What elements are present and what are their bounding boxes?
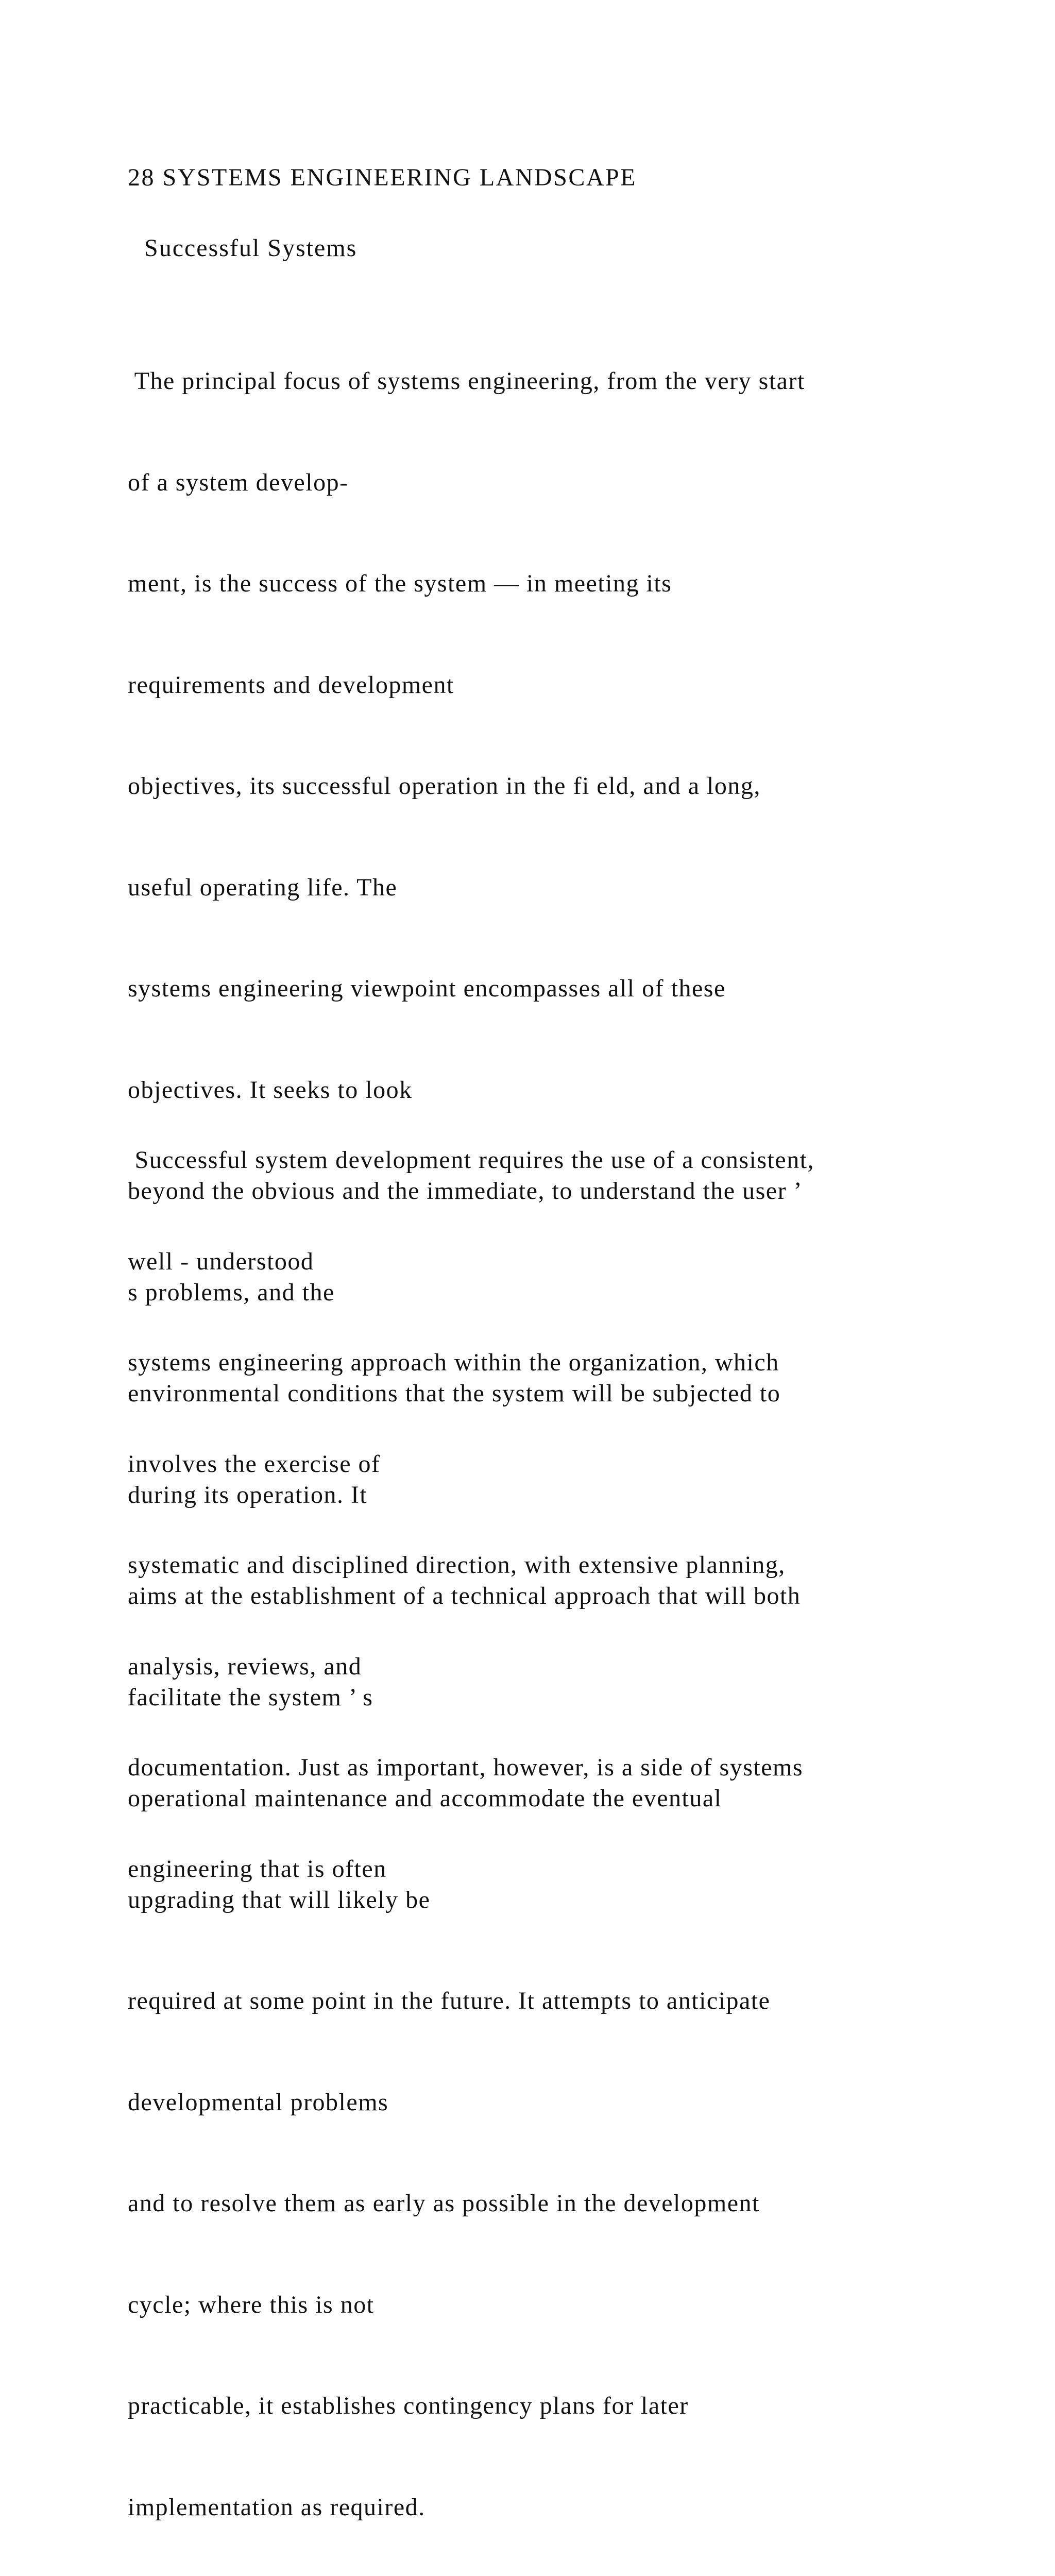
text-line: s problems, and the — [128, 1278, 335, 1306]
text-line: well - understood — [128, 1247, 314, 1275]
text-line: ment, is the success of the system — in meeting its — [128, 570, 672, 597]
text-line: cycle; where this is not — [128, 2291, 375, 2318]
text-line: useful operating life. The — [128, 873, 398, 901]
text-line: developmental problems — [128, 2088, 389, 2116]
text-line: facilitate the system ’ s — [128, 1683, 373, 1711]
text-line: objectives. It seeks to look — [128, 1076, 413, 1104]
text-line: implementation as required. — [128, 2493, 426, 2521]
text-line: requirements and development — [128, 671, 454, 699]
paragraph-2 — [128, 1076, 993, 1953]
text-line: and to resolve them as early as possible in the development — [128, 2190, 760, 2217]
text-line: operational maintenance and accommodate the eventual — [128, 1785, 722, 1812]
text-line: during its operation. It — [128, 1481, 368, 1509]
text-line: environmental conditions that the system will be subjected to — [128, 1380, 781, 1407]
text-line: Successful system development requires the use of a consistent, — [128, 1146, 815, 1174]
text-line: The principal focus of systems engineering, from the very start — [128, 367, 805, 395]
text-line: systems engineering approach within the organization, which — [128, 1349, 779, 1376]
text-line: beyond the obvious and the immediate, to understand the user ’ — [128, 1177, 803, 1205]
text-line: engineering that is often — [128, 1855, 387, 1883]
running-header: 28 SYSTEMS ENGINEERING LANDSCAPE — [128, 164, 637, 191]
text-line: of a system develop- — [128, 468, 349, 496]
text-line: analysis, reviews, and — [128, 1652, 362, 1680]
section-title: Successful Systems — [144, 234, 358, 262]
text-line: systems engineering viewpoint encompasses all of these — [128, 975, 726, 1002]
text-line: upgrading that will likely be — [128, 1886, 431, 1913]
text-line: required at some point in the future. It attempts to anticipate — [128, 1987, 771, 2014]
text-line: aims at the establishment of a technical approach that will both — [128, 1582, 801, 1609]
text-line: practicable, it establishes contingency plans for later — [128, 2392, 689, 2419]
text-line: involves the exercise of — [128, 1450, 381, 1478]
text-line: systematic and disciplined direction, with extensive planning, — [128, 1551, 786, 1579]
text-line: objectives, its successful operation in the fi eld, and a long, — [128, 772, 761, 800]
text-line: documentation. Just as important, however, is a side of systems — [128, 1754, 804, 1781]
